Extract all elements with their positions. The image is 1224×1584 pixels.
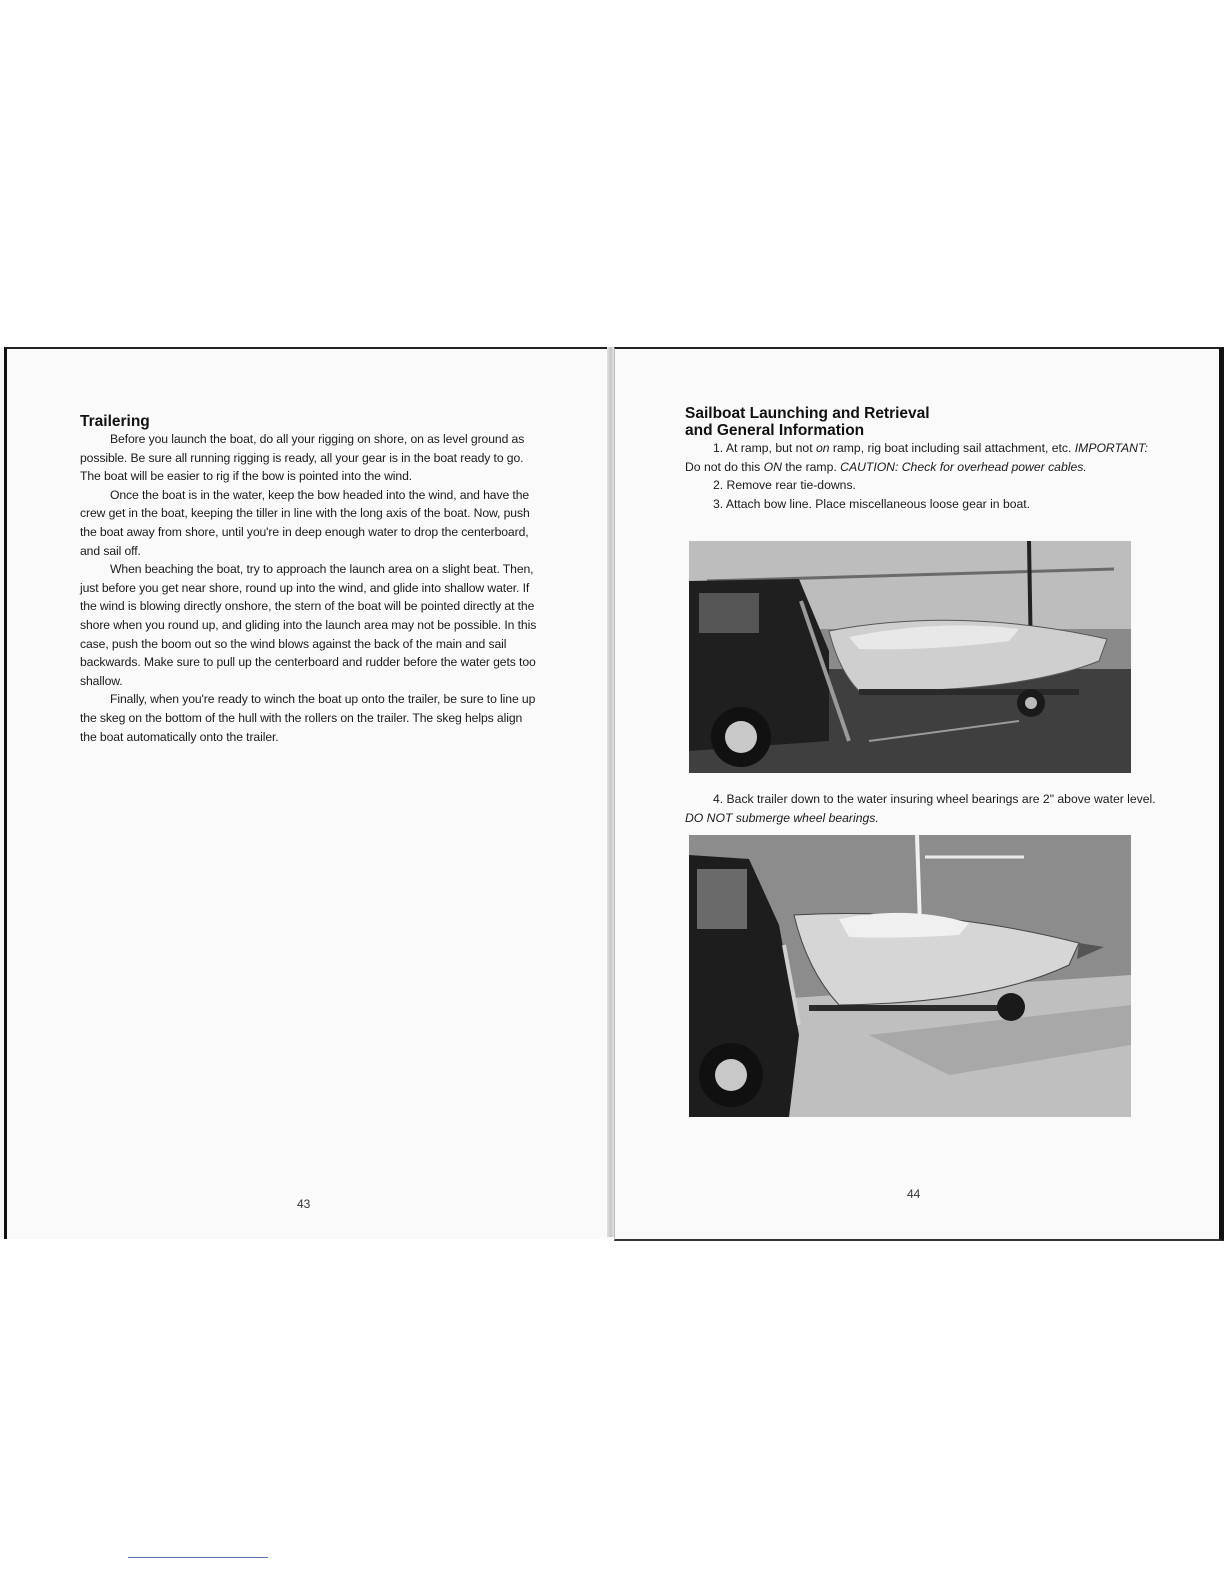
bottom-divider	[128, 1557, 268, 1558]
left-text-column	[80, 413, 542, 746]
trailering-heading: Trailering	[80, 413, 150, 430]
paragraph: Finally, when you're ready to winch the boat up onto the trailer, be sure to line up the skeg on the bottom of the hull with the rollers on the trailer. The skeg helps align the boat automatically onto the trailer.	[80, 692, 536, 744]
launching-heading-line1: Sailboat Launching and Retrieval	[685, 405, 930, 422]
step-3: 3. Attach bow line. Place miscellaneous loose gear in boat.	[713, 496, 1031, 511]
boat-trailer-photo-1	[689, 541, 1131, 773]
paragraph: Once the boat is in the water, keep the bow headed into the wind, and have the crew get in the boat, keeping the tiller in line with the long axis of the boat. Now, push the boat away from shore, until you're in deep enough water to drop the centerboard, and sail off.	[80, 487, 530, 558]
paragraph: When beaching the boat, try to approach the launch area on a slight beat. Then, just before you get near shore, round up into the wind, and glide into shallow water. If the wind is blowing directly onshore, the stern of the boat will be pointed directly at the shore when you round up, and gliding into the launch area may not be possible. In this case, push the boom out so the wind blows against the back of the main and sail backwards. Make sure to pull up the centerboard and rudder before the water gets too shallow.	[80, 562, 537, 688]
boat-trailer-photo-2	[689, 835, 1131, 1117]
page-number-left: 43	[297, 1197, 311, 1211]
step-4: 4. Back trailer down to the water insuring wheel bearings are 2" above water level. DO NOT submerge wheel bearings.	[685, 792, 1156, 825]
launching-heading-line2: and General Information	[685, 422, 865, 439]
right-page	[614, 347, 1224, 1241]
photo-trailer-backed-into-water	[689, 835, 1131, 1117]
paragraph: Before you launch the boat, do all your rigging on shore, on as level ground as possible. Be sure all running rigging is ready, all your gear is in the boat ready to go. The boat will be easier to rig if the bow is pointed into the wind.	[80, 432, 525, 484]
book-spread	[0, 347, 1224, 1237]
photo-boat-on-trailer-at-ramp	[689, 541, 1131, 773]
step-1: 1. At ramp, but not on ramp, rig boat including sail attachment, etc. IMPORTANT: Do not do this ON the ramp. CAUTION: Check for overhead power cables.	[685, 441, 1148, 474]
right-text-column	[685, 405, 1155, 513]
left-page	[4, 347, 613, 1239]
step-2: 2. Remove rear tie-downs.	[713, 478, 856, 493]
page-number-right: 44	[907, 1187, 921, 1201]
